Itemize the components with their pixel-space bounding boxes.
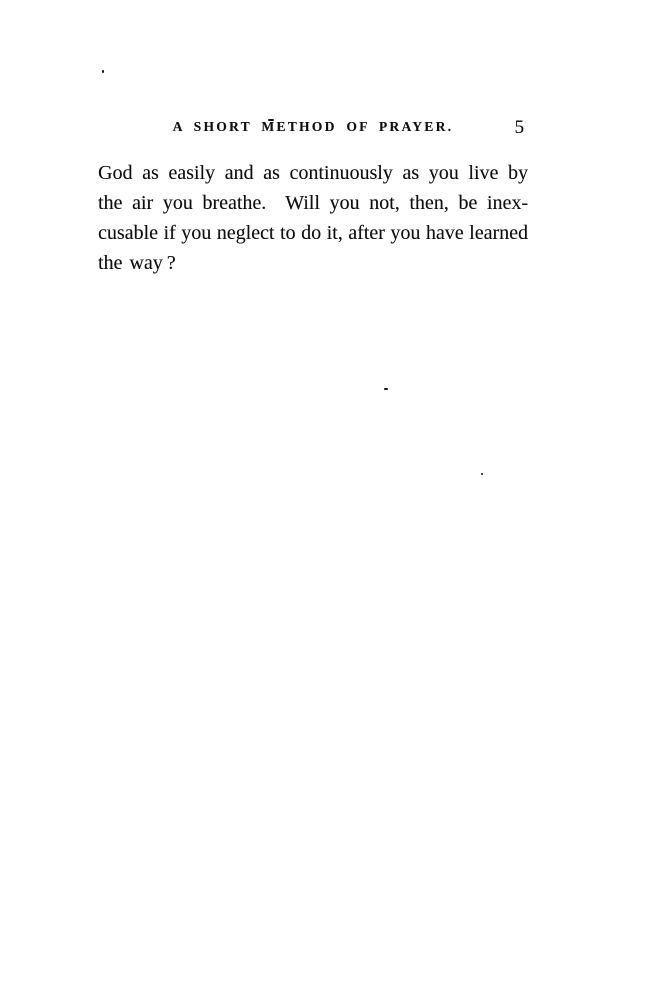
scan-speck: [384, 388, 388, 390]
paragraph-line: the air you breathe. Will you not, then, be inex-: [98, 192, 528, 214]
page-number: 5: [514, 117, 524, 138]
scan-speck: [102, 70, 104, 73]
running-header: [98, 117, 528, 139]
body-paragraph: [98, 158, 528, 278]
running-header-title: A SHORT METHOD OF PRAYER.: [172, 119, 454, 134]
paragraph-line: cusable if you neglect to do it, after you have learned: [98, 222, 528, 244]
scan-speck: [481, 473, 483, 475]
paragraph-line: God as easily and as continuously as you live by: [98, 162, 528, 184]
paragraph-line: the way ?: [98, 252, 176, 274]
